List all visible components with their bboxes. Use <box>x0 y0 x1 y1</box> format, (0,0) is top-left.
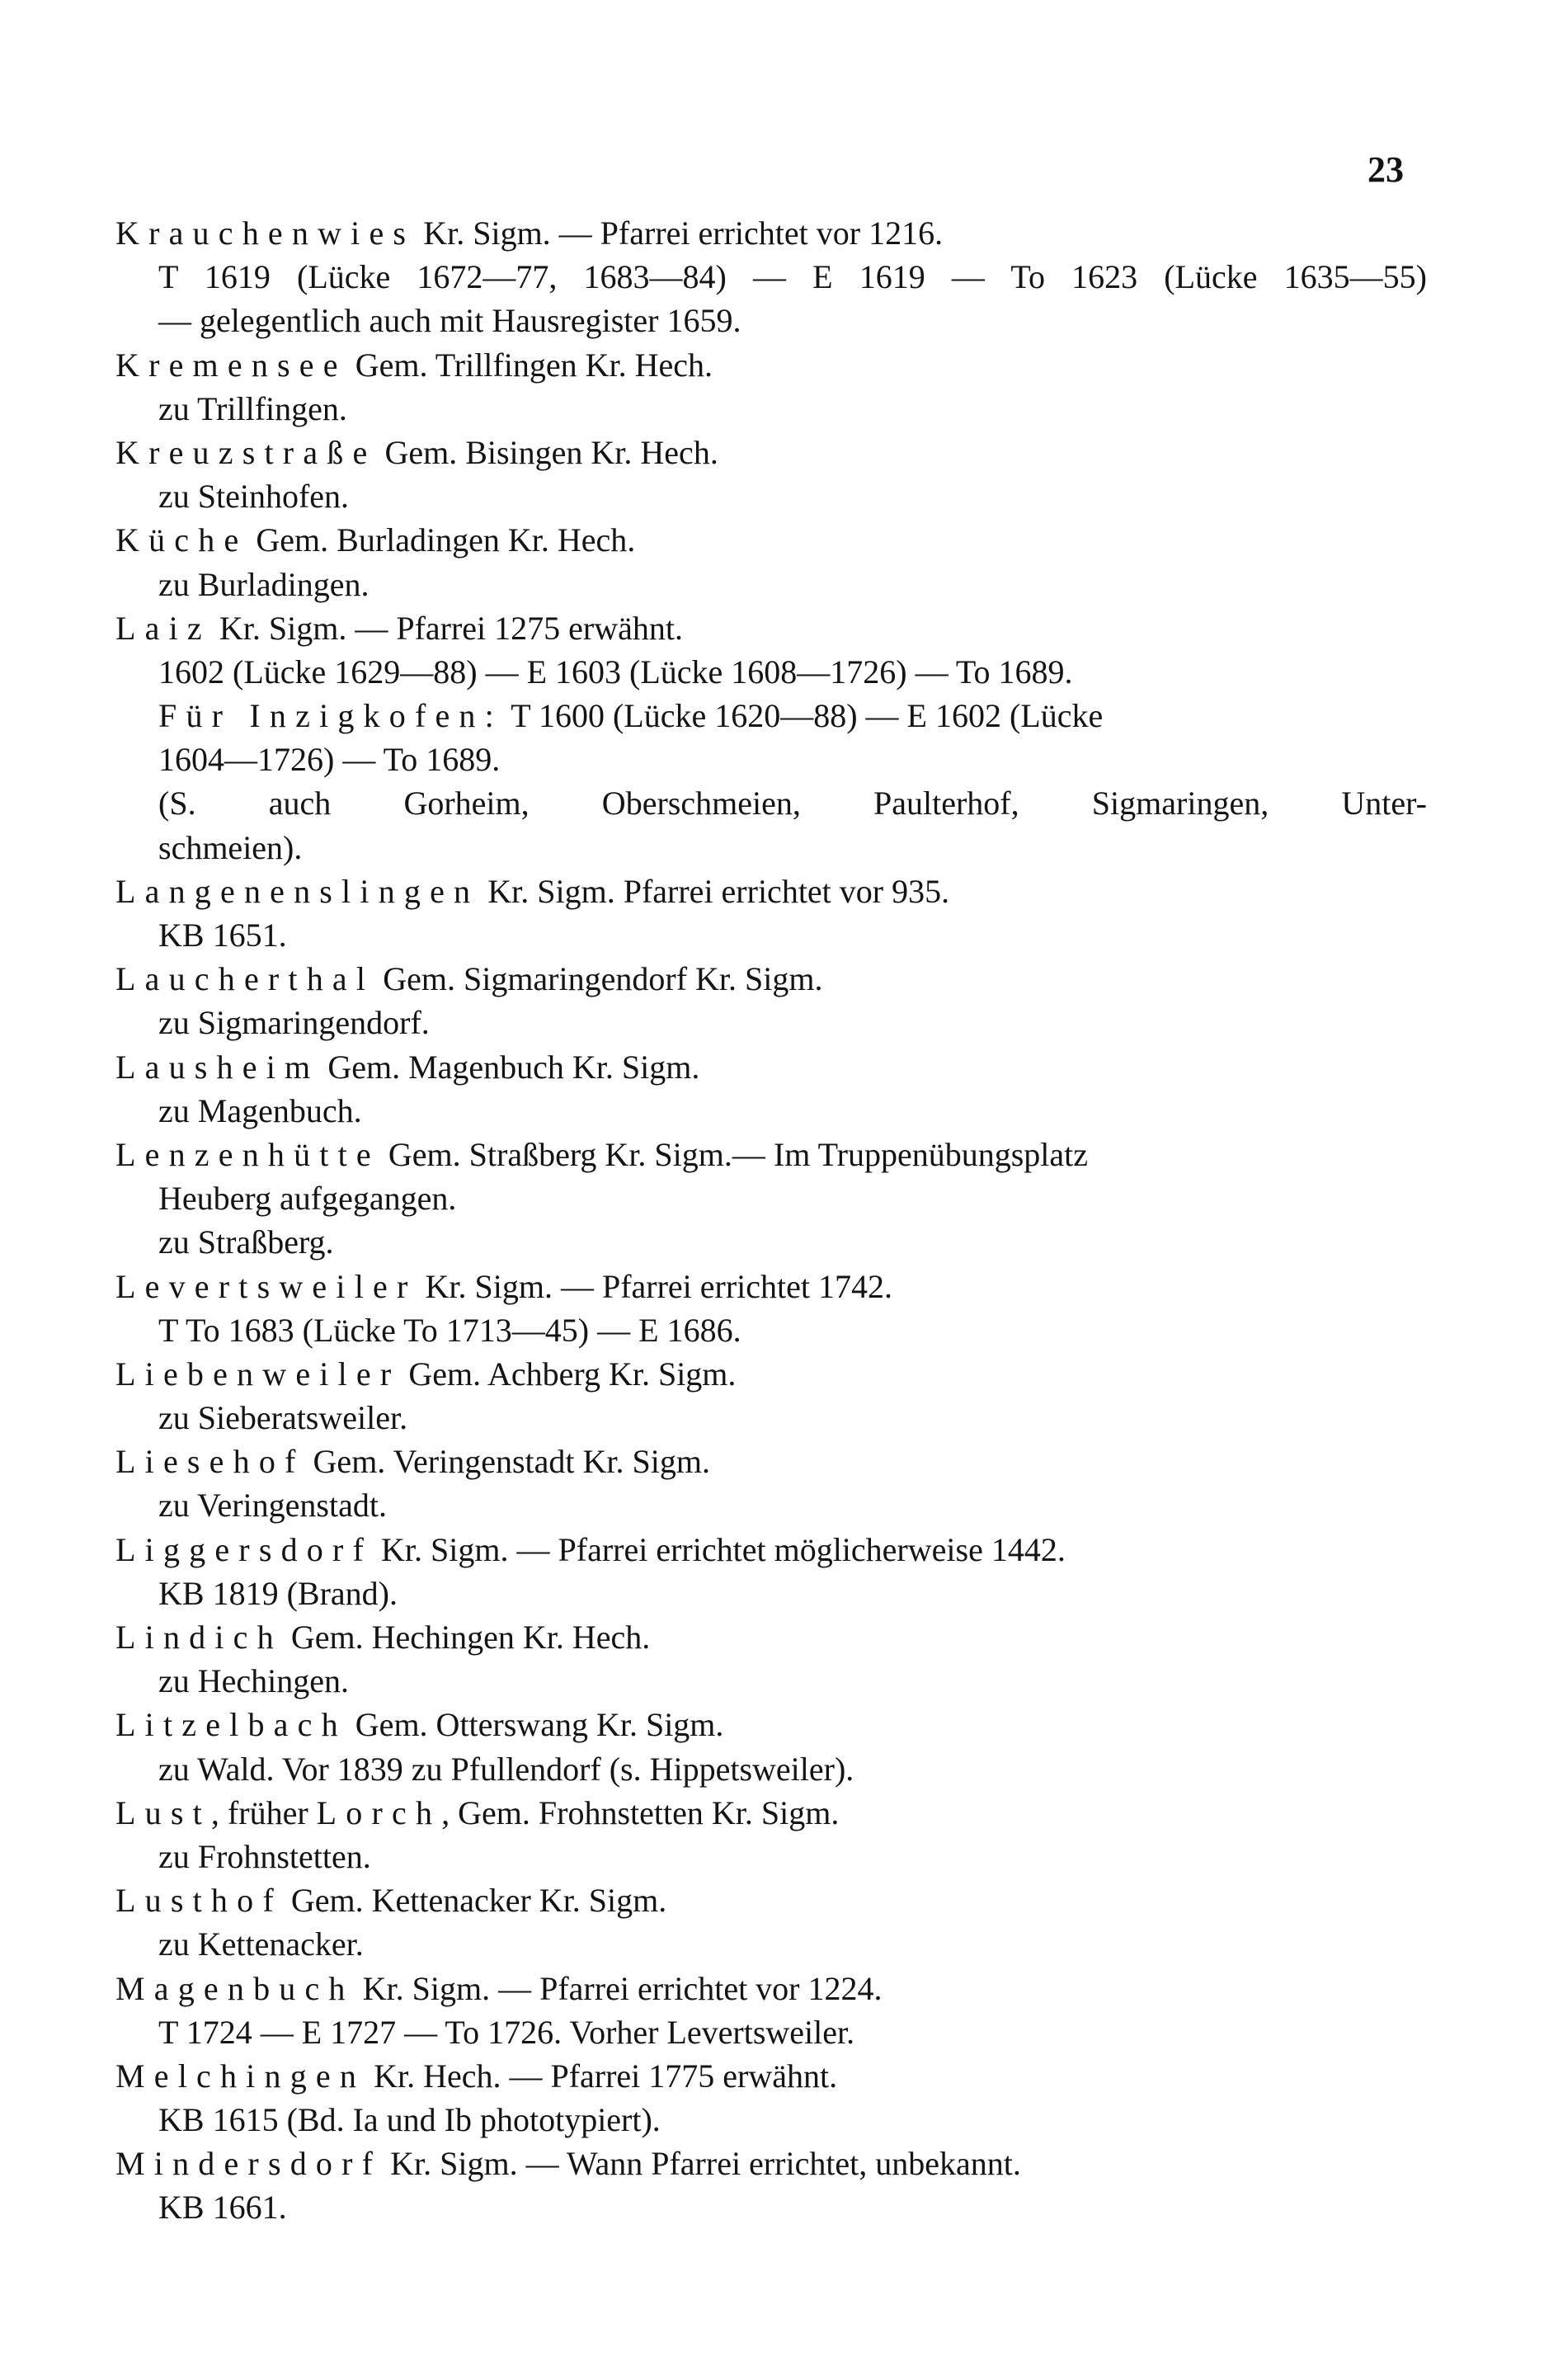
entry-line: T 1724 — E 1727 — To 1726. Vorher Levertsweiler. <box>158 2013 855 2051</box>
entry-levertsweiler <box>115 1265 1427 1308</box>
entry-melchingen <box>115 2054 1427 2098</box>
entry-text: Kr. Sigm. — Pfarrei errichtet vor 1216. <box>415 214 944 252</box>
entry-text: Gem. Hechingen Kr. Hech. <box>282 1619 651 1656</box>
entry-laucherthal <box>115 957 1427 1001</box>
entry-langenenslingen <box>115 870 1427 913</box>
entry-text: , Gem. Frohnstetten Kr. Sigm. <box>441 1793 840 1831</box>
entry-line: T To 1683 (Lücke To 1713—45) — E 1686. <box>158 1311 741 1349</box>
page-number: 23 <box>1367 149 1404 190</box>
entry-line: 1602 (Lücke 1629—88) — E 1603 (Lücke 1608—1726) — To 1689. <box>158 653 1073 690</box>
entry-keyword: Mindersdorf <box>115 2145 383 2183</box>
entry-line: zu Wald. Vor 1839 zu Pfullendorf (s. Hippetsweiler). <box>158 1750 854 1788</box>
entry-keyword: Laiz <box>115 609 211 647</box>
entry-kuche <box>115 518 1427 562</box>
entry-text: Kr. Sigm. — Pfarrei errichtet vor 1224. <box>354 1969 883 2007</box>
entry-lindich <box>115 1615 1427 1659</box>
entry-line: KB 1819 (Brand). <box>158 1574 398 1612</box>
entry-line: zu Sigmaringendorf. <box>158 1004 430 1042</box>
entry-text: Gem. Sigmaringendorf Kr. Sigm. <box>374 960 823 998</box>
entry-line: zu Steinhofen. <box>158 478 350 516</box>
entry-keyword: Litzelbach <box>115 1706 347 1744</box>
entry-keyword: Lenzenhütte <box>115 1135 380 1173</box>
entry-text: Gem. Trillfingen Kr. Hech. <box>346 346 713 384</box>
entry-text: T 1600 (Lücke 1620—88) — E 1602 (Lücke <box>502 697 1104 735</box>
entry-text: Gem. Veringenstadt Kr. Sigm. <box>304 1443 710 1481</box>
entry-text: Gem. Magenbuch Kr. Sigm. <box>319 1048 700 1086</box>
entry-text: Gem. Bisingen Kr. Hech. <box>376 433 718 471</box>
entry-text: Kr. Hech. — Pfarrei 1775 erwähnt. <box>365 2057 838 2095</box>
entry-line: (S. auch Gorheim, Oberschmeien, Paulterhof, Sigmaringen, Unter- <box>158 785 1427 822</box>
entry-line: zu Frohnstetten. <box>158 1837 371 1875</box>
entry-text: Kr. Sigm. — Wann Pfarrei errichtet, unbekannt. <box>382 2145 1021 2183</box>
entry-text: Gem. Kettenacker Kr. Sigm. <box>282 1882 667 1920</box>
entry-line: zu Hechingen. <box>158 1662 350 1700</box>
entry-line: Heuberg aufgegangen. <box>158 1180 457 1218</box>
entry-keyword: Liggersdorf <box>115 1530 374 1568</box>
entry-lust <box>115 1791 1427 1835</box>
entry-line: T 1619 (Lücke 1672—77, 1683—84) — E 1619 — To 1623 (Lücke 1635—55) <box>158 258 1427 296</box>
entry-line: zu Burladingen. <box>158 565 370 603</box>
entry-line: 1604—1726) — To 1689. <box>158 741 501 779</box>
entry-text: Kr. Sigm. — Pfarrei errichtet 1742. <box>417 1267 893 1305</box>
entry-text: Kr. Sigm. — Pfarrei 1275 erwähnt. <box>210 609 683 647</box>
entry-line: KB 1661. <box>158 2189 287 2227</box>
entry-keyword: Magenbuch <box>115 1969 355 2007</box>
entry-list <box>115 211 1427 2230</box>
entry-keyword: Levertsweiler <box>115 1267 417 1305</box>
entry-text: Kr. Sigm. — Pfarrei errichtet möglicherweise 1442. <box>373 1530 1066 1568</box>
entry-keyword: Kreuzstraße <box>115 433 377 471</box>
entry-keyword: Lindich <box>115 1619 283 1656</box>
entry-inzigkofen <box>115 694 1427 738</box>
entry-keyword: Langenenslingen <box>115 872 480 910</box>
entry-liggersdorf <box>115 1528 1427 1572</box>
entry-line: KB 1651. <box>158 917 287 954</box>
entry-lenzenhutte <box>115 1133 1427 1176</box>
entry-keyword: Für Inzigkofen: <box>158 697 503 735</box>
entry-line: zu Kettenacker. <box>158 1925 364 1963</box>
entry-lausheim <box>115 1045 1427 1089</box>
entry-keyword: Lorch <box>316 1793 442 1831</box>
entry-keyword: Kremensee <box>115 346 347 384</box>
entry-keyword: Lust <box>115 1793 211 1831</box>
entry-mindersdorf <box>115 2142 1427 2185</box>
entry-liesehof <box>115 1440 1427 1483</box>
entry-lusthof <box>115 1878 1427 1922</box>
entry-keyword: Liebenweiler <box>115 1355 401 1393</box>
entry-text: Gem. Burladingen Kr. Hech. <box>247 521 636 559</box>
entry-text: , früher <box>210 1793 317 1831</box>
entry-text: Kr. Sigm. Pfarrei errichtet vor 935. <box>479 872 950 910</box>
entry-line: zu Trillfingen. <box>158 389 347 427</box>
entry-keyword: Laucherthal <box>115 960 375 998</box>
entry-keyword: Küche <box>115 521 248 559</box>
entry-keyword: Lusthof <box>115 1882 283 1920</box>
entry-line: zu Magenbuch. <box>158 1091 362 1129</box>
entry-text: Gem. Otterswang Kr. Sigm. <box>346 1706 724 1744</box>
entry-text: Gem. Achberg Kr. Sigm. <box>400 1355 737 1393</box>
entry-kreuzstrasse <box>115 431 1427 474</box>
entry-kremensee <box>115 343 1427 387</box>
entry-keyword: Liesehof <box>115 1443 305 1481</box>
entry-litzelbach <box>115 1703 1427 1746</box>
entry-line: zu Straßberg. <box>158 1223 334 1261</box>
entry-line: zu Sieberatsweiler. <box>158 1399 408 1437</box>
entry-keyword: Lausheim <box>115 1048 320 1086</box>
entry-line: zu Veringenstadt. <box>158 1487 387 1525</box>
entry-laiz <box>115 606 1427 650</box>
entry-krauchenwies <box>115 211 1427 255</box>
entry-magenbuch <box>115 1967 1427 2010</box>
entry-line: — gelegentlich auch mit Hausregister 1659. <box>158 302 741 340</box>
entry-text: Gem. Straßberg Kr. Sigm.— Im Truppenübungsplatz <box>379 1135 1089 1173</box>
entry-liebenweiler <box>115 1352 1427 1396</box>
entry-keyword: Krauchenwies <box>115 214 416 252</box>
entry-keyword: Melchingen <box>115 2057 366 2095</box>
entry-line: schmeien). <box>158 828 303 866</box>
entry-line: KB 1615 (Bd. Ia und Ib phototypiert). <box>158 2101 661 2139</box>
